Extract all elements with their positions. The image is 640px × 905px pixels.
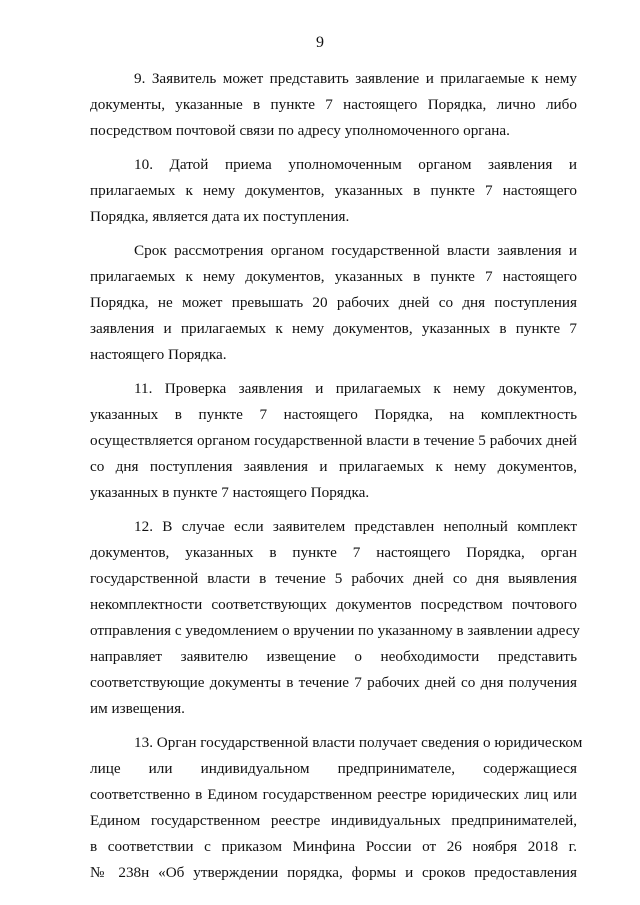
text-line: некомплектности соответствующих документов посредством почтового — [90, 596, 577, 613]
text-line: Порядка, не может превышать 20 рабочих дней со дня поступления — [90, 294, 577, 311]
text-line: лице или индивидуальном предпринимателе, содержащиеся — [90, 760, 577, 777]
text-line: Едином государственном реестре индивидуальных предпринимателей, — [90, 812, 577, 829]
page-number: 9 — [316, 34, 324, 51]
text-line: № 238н «Об утверждении порядка, формы и сроков предоставления — [90, 864, 577, 881]
text-line: указанных в пункте 7 настоящего Порядка. — [90, 484, 370, 501]
text-line: осуществляется органом государственной власти в течение 5 рабочих дней — [90, 432, 577, 449]
text-line: направляет заявителю извещение о необходимости представить — [90, 648, 577, 665]
paragraph-9 — [90, 66, 577, 144]
paragraph-12 — [90, 514, 580, 722]
text-line: Порядка, является дата их поступления. — [90, 208, 350, 225]
paragraph-review-period — [90, 238, 577, 368]
text-line: прилагаемых к нему документов, указанных в пункте 7 настоящего — [90, 182, 577, 199]
text-line: соответственно в Едином государственном реестре юридических лиц или — [90, 786, 577, 803]
text-line: 11. Проверка заявления и прилагаемых к нему документов, — [134, 380, 577, 397]
text-line: указанных в пункте 7 настоящего Порядка, на комплектность — [90, 406, 577, 423]
text-line: настоящего Порядка. — [90, 346, 227, 363]
paragraph-11 — [90, 376, 577, 506]
text-line: 9. Заявитель может представить заявление и прилагаемые к нему — [134, 70, 577, 87]
text-line: им извещения. — [90, 700, 185, 717]
text-line: документы, указанные в пункте 7 настоящего Порядка, лично либо — [90, 96, 577, 113]
text-line: Срок рассмотрения органом государственной власти заявления и — [134, 242, 577, 259]
text-line: государственной власти в течение 5 рабочих дней со дня выявления — [90, 570, 577, 587]
text-line: соответствующие документы в течение 7 рабочих дней со дня получения — [90, 674, 577, 691]
text-line: 13. Орган государственной власти получает сведения о юридическом — [134, 734, 583, 751]
paragraph-13 — [90, 730, 583, 886]
text-line: 12. В случае если заявителем представлен неполный комплект — [134, 518, 577, 535]
paragraph-10 — [90, 152, 577, 230]
text-line: прилагаемых к нему документов, указанных в пункте 7 настоящего — [90, 268, 577, 285]
text-line: 10. Датой приема уполномоченным органом заявления и — [134, 156, 577, 173]
text-line: со дня поступления заявления и прилагаемых к нему документов, — [90, 458, 577, 475]
text-line: посредством почтовой связи по адресу уполномоченного органа. — [90, 122, 510, 139]
document-body — [90, 66, 583, 894]
text-line: отправления с уведомлением о вручении по указанному в заявлении адресу — [90, 622, 580, 639]
text-line: в соответствии с приказом Минфина России от 26 ноября 2018 г. — [90, 838, 577, 855]
text-line: заявления и прилагаемых к нему документов, указанных в пункте 7 — [90, 320, 577, 337]
text-line: документов, указанных в пункте 7 настоящего Порядка, орган — [90, 544, 577, 561]
